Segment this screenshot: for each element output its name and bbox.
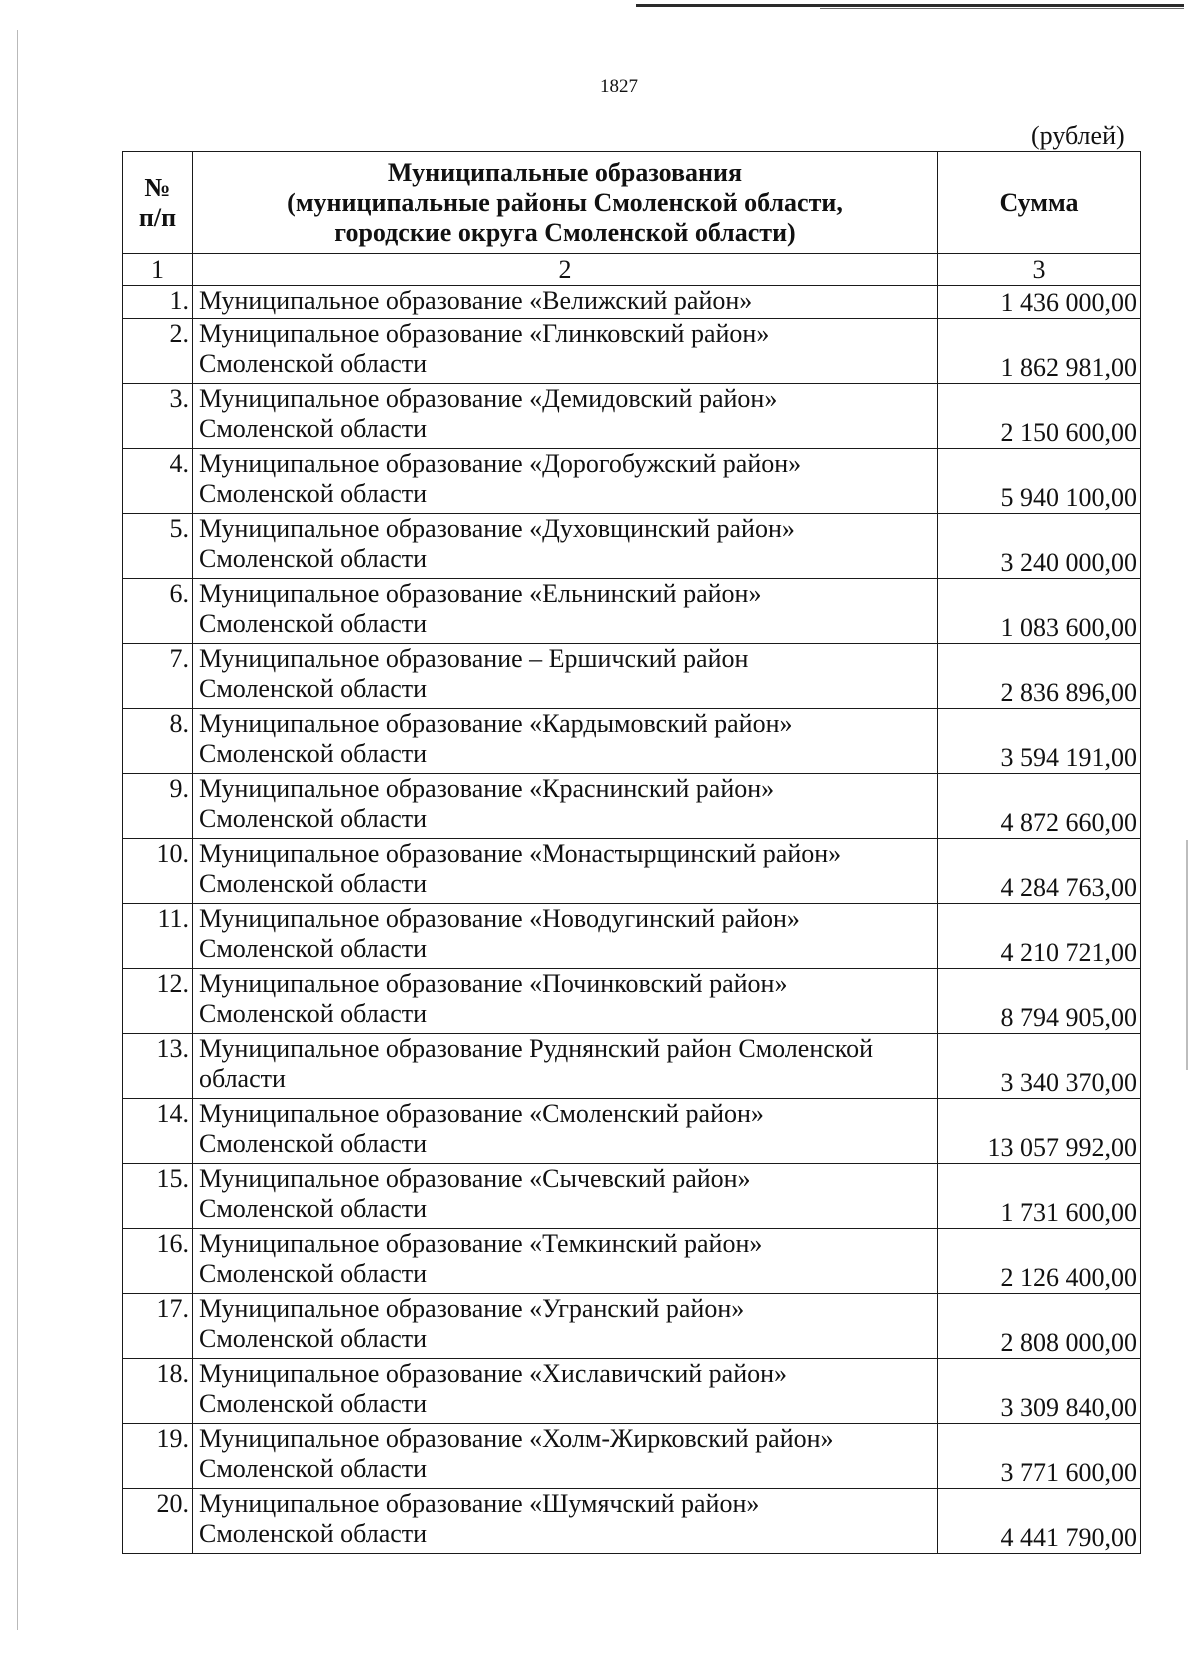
row-number: 15.	[123, 1164, 193, 1229]
municipality-name	[193, 1294, 938, 1359]
column-index-2: 2	[193, 254, 938, 286]
municipality-name-line2: области	[199, 1064, 286, 1093]
header-municipality-line1: Муниципальные образования	[387, 157, 743, 187]
row-sum: 2 126 400,00	[938, 1229, 1141, 1294]
row-number: 4.	[123, 449, 193, 514]
municipality-name-line1: Муниципальное образование «Краснинский район»	[199, 774, 775, 803]
header-sum: Сумма	[938, 152, 1141, 254]
municipality-name-line1: Муниципальное образование «Сычевский район»	[199, 1164, 751, 1193]
municipality-name-line2: Смоленской области	[199, 1194, 428, 1223]
column-index-3: 3	[938, 254, 1141, 286]
row-number: 1.	[123, 286, 193, 319]
municipality-name	[193, 1164, 938, 1229]
table-header-row	[123, 152, 1141, 254]
scan-page-edge-left	[17, 30, 18, 1630]
table-row	[123, 384, 1141, 449]
municipality-name	[193, 774, 938, 839]
municipality-name	[193, 286, 938, 319]
row-number: 9.	[123, 774, 193, 839]
row-sum: 3 771 600,00	[938, 1424, 1141, 1489]
table-row	[123, 774, 1141, 839]
table-row	[123, 839, 1141, 904]
row-number: 18.	[123, 1359, 193, 1424]
table-row	[123, 514, 1141, 579]
municipality-name-line2: Смоленской области	[199, 1259, 428, 1288]
column-index-1: 1	[123, 254, 193, 286]
row-number: 8.	[123, 709, 193, 774]
municipality-name-line1: Муниципальное образование «Починковский район»	[199, 969, 788, 998]
row-sum: 1 083 600,00	[938, 579, 1141, 644]
row-sum: 13 057 992,00	[938, 1099, 1141, 1164]
row-sum: 1 731 600,00	[938, 1164, 1141, 1229]
municipality-name-line2: Смоленской области	[199, 739, 428, 768]
row-sum: 8 794 905,00	[938, 969, 1141, 1034]
municipality-name-line2: Смоленской области	[199, 1454, 428, 1483]
municipality-name-line1: Муниципальное образование «Глинковский район»	[199, 319, 770, 348]
municipality-name	[193, 904, 938, 969]
row-number: 19.	[123, 1424, 193, 1489]
table-row	[123, 644, 1141, 709]
row-sum: 5 940 100,00	[938, 449, 1141, 514]
municipality-name-line2: Смоленской области	[199, 999, 428, 1028]
row-number: 2.	[123, 319, 193, 384]
header-municipality	[193, 152, 938, 254]
row-sum: 4 872 660,00	[938, 774, 1141, 839]
municipality-name-line1: Муниципальное образование «Демидовский район»	[199, 384, 778, 413]
municipality-name	[193, 1099, 938, 1164]
municipality-name-line2: Смоленской области	[199, 1324, 428, 1353]
row-number: 13.	[123, 1034, 193, 1099]
row-number: 17.	[123, 1294, 193, 1359]
row-number: 7.	[123, 644, 193, 709]
municipality-name-line1: Муниципальное образование «Холм-Жирковский район»	[199, 1424, 834, 1453]
table-row	[123, 1424, 1141, 1489]
municipality-name	[193, 709, 938, 774]
table-row	[123, 1489, 1141, 1554]
municipality-name-line1: Муниципальное образование «Дорогобужский район»	[199, 449, 802, 478]
table-row	[123, 1294, 1141, 1359]
municipality-name	[193, 1034, 938, 1099]
municipality-name-line2: Смоленской области	[199, 479, 428, 508]
municipality-name-line1: Муниципальное образование «Хиславичский район»	[199, 1359, 788, 1388]
row-sum: 2 150 600,00	[938, 384, 1141, 449]
page-number: 1827	[600, 76, 638, 97]
municipality-name-line2: Смоленской области	[199, 674, 428, 703]
municipality-name	[193, 1489, 938, 1554]
scan-page-edge-right	[1186, 840, 1188, 1070]
table-row	[123, 1164, 1141, 1229]
municipality-name-line1: Муниципальное образование Руднянский район Смоленской	[199, 1034, 873, 1063]
municipality-name-line2: Смоленской области	[199, 1389, 428, 1418]
table-row	[123, 969, 1141, 1034]
municipality-name-line1: Муниципальное образование «Ельнинский район»	[199, 579, 762, 608]
municipality-name	[193, 384, 938, 449]
table-row	[123, 709, 1141, 774]
municipality-name-line1: Муниципальное образование – Ершичский район	[199, 644, 749, 673]
row-number: 12.	[123, 969, 193, 1034]
municipality-name	[193, 449, 938, 514]
municipality-name-line2: Смоленской области	[199, 544, 428, 573]
municipality-name-line2: Смоленской области	[199, 934, 428, 963]
municipality-name-line2: Смоленской области	[199, 609, 428, 638]
row-number: 6.	[123, 579, 193, 644]
row-number: 20.	[123, 1489, 193, 1554]
row-number: 11.	[123, 904, 193, 969]
municipality-name	[193, 1424, 938, 1489]
municipality-name-line1: Муниципальное образование «Темкинский район»	[199, 1229, 763, 1258]
municipality-name	[193, 514, 938, 579]
municipality-name-line1: Муниципальное образование «Велижский район»	[199, 286, 753, 315]
row-sum: 1 436 000,00	[938, 286, 1141, 319]
header-municipality-line3: городские округа Смоленской области)	[334, 217, 796, 247]
header-number	[123, 152, 193, 254]
allocation-table	[122, 151, 1141, 1554]
scan-border-line	[636, 4, 1184, 7]
municipality-name-line2: Смоленской области	[199, 869, 428, 898]
table-row	[123, 904, 1141, 969]
row-sum: 3 340 370,00	[938, 1034, 1141, 1099]
municipality-name-line1: Муниципальное образование «Духовщинский район»	[199, 514, 795, 543]
municipality-name-line1: Муниципальное образование «Монастырщинский район»	[199, 839, 842, 868]
units-label: (рублей)	[1031, 121, 1125, 150]
municipality-name	[193, 1359, 938, 1424]
municipality-name-line1: Муниципальное образование «Кардымовский район»	[199, 709, 793, 738]
row-sum: 4 284 763,00	[938, 839, 1141, 904]
municipality-name	[193, 644, 938, 709]
municipality-name-line2: Смоленской области	[199, 1519, 428, 1548]
municipality-name-line2: Смоленской области	[199, 804, 428, 833]
municipality-name	[193, 839, 938, 904]
row-sum: 3 240 000,00	[938, 514, 1141, 579]
table-row	[123, 319, 1141, 384]
row-sum: 3 309 840,00	[938, 1359, 1141, 1424]
row-number: 10.	[123, 839, 193, 904]
row-sum: 1 862 981,00	[938, 319, 1141, 384]
header-number-line1: №	[144, 172, 171, 202]
row-sum: 3 594 191,00	[938, 709, 1141, 774]
municipality-name	[193, 1229, 938, 1294]
table-row	[123, 1099, 1141, 1164]
row-number: 5.	[123, 514, 193, 579]
table-row	[123, 286, 1141, 319]
row-number: 16.	[123, 1229, 193, 1294]
table-body	[123, 286, 1141, 1554]
municipality-name-line2: Смоленской области	[199, 349, 428, 378]
table-row	[123, 1229, 1141, 1294]
column-index-row	[123, 254, 1141, 286]
table-row	[123, 1034, 1141, 1099]
municipality-name-line2: Смоленской области	[199, 1129, 428, 1158]
table-row	[123, 579, 1141, 644]
municipality-name-line1: Муниципальное образование «Шумячский район»	[199, 1489, 760, 1518]
municipality-name	[193, 579, 938, 644]
row-sum: 2 836 896,00	[938, 644, 1141, 709]
scan-border-line-thin	[820, 8, 1184, 9]
header-municipality-line2: (муниципальные районы Смоленской области,	[287, 187, 843, 217]
municipality-name	[193, 969, 938, 1034]
table-row	[123, 1359, 1141, 1424]
header-number-line2: п/п	[138, 202, 177, 232]
municipality-name-line2: Смоленской области	[199, 414, 428, 443]
row-sum: 2 808 000,00	[938, 1294, 1141, 1359]
municipality-name-line1: Муниципальное образование «Угранский район»	[199, 1294, 745, 1323]
row-sum: 4 210 721,00	[938, 904, 1141, 969]
table-row	[123, 449, 1141, 514]
municipality-name-line1: Муниципальное образование «Новодугинский район»	[199, 904, 800, 933]
row-number: 3.	[123, 384, 193, 449]
row-sum: 4 441 790,00	[938, 1489, 1141, 1554]
row-number: 14.	[123, 1099, 193, 1164]
municipality-name	[193, 319, 938, 384]
municipality-name-line1: Муниципальное образование «Смоленский район»	[199, 1099, 764, 1128]
